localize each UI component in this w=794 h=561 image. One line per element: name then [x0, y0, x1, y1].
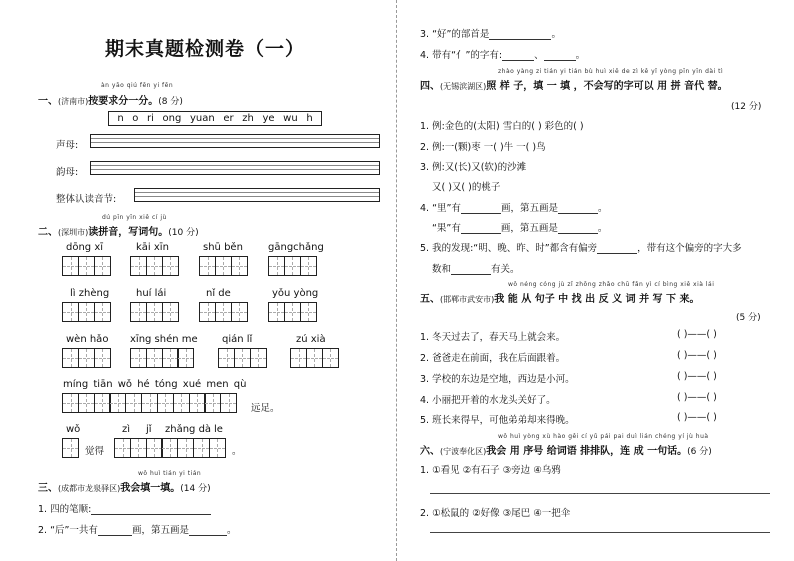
- s3-q3-blank[interactable]: [489, 30, 551, 40]
- pinyin-qianli: qián lǐ: [222, 334, 253, 345]
- letter-item: er: [223, 113, 234, 124]
- s4-q5-blank-1[interactable]: [597, 244, 637, 254]
- s3-points: (14 分): [180, 484, 211, 494]
- letter-box: [108, 111, 322, 126]
- s3-q4-blank-2[interactable]: [544, 51, 576, 61]
- s6-q1-answer-line[interactable]: [430, 493, 770, 494]
- s4-heading: [420, 77, 728, 92]
- s4-q4-text-b: 画，第五画是: [500, 203, 558, 214]
- pinyin-le: le: [214, 424, 223, 435]
- pinyin-lizheng: lì zhèng: [70, 288, 110, 299]
- s5-item-2: 2. 爸爸走在前面，我在后面跟着。: [420, 353, 566, 364]
- s3-label: 三、: [38, 483, 58, 494]
- s5-points: (5 分): [736, 313, 761, 323]
- initials-answer-line[interactable]: [90, 134, 380, 148]
- pinyin-gangchang: gāngchǎng: [268, 242, 324, 253]
- pinyin-youyong: yǒu yòng: [272, 288, 319, 299]
- s2-points: (10 分): [168, 228, 199, 238]
- s3-q2-blank-1[interactable]: [98, 526, 132, 536]
- s5-item-3: 3. 学校的东边是空地，西边是小河。: [420, 374, 575, 385]
- s5-pair-4[interactable]: ( )——( ): [677, 392, 717, 403]
- whole-syllable-label: 整体认读音节:: [56, 194, 117, 205]
- s4-q4-blank-1[interactable]: [461, 204, 501, 214]
- s4-pinyin: zhào yàng zi tián yi tián bù huì xiě de zì kě yǐ yòng pīn yīn dài tì: [498, 68, 724, 75]
- s2-source: (深圳市): [58, 228, 89, 237]
- finals-answer-line[interactable]: [90, 161, 380, 175]
- pinyin-xingshenme: xīng shén me: [130, 334, 198, 345]
- s6-q2-answer-line[interactable]: [430, 532, 770, 533]
- grid-shuben[interactable]: [199, 256, 246, 276]
- whole-syllable-answer-line[interactable]: [134, 188, 380, 202]
- grid-lizheng[interactable]: [62, 302, 109, 322]
- s6-heading: [420, 442, 712, 457]
- pinyin-zuxia: zú xià: [296, 334, 326, 345]
- s5-item-4: 4. 小丽把开着的水龙头关好了。: [420, 395, 556, 406]
- letter-item: h: [306, 113, 313, 124]
- grid-xingshenme[interactable]: [130, 348, 193, 368]
- s5-pair-5[interactable]: ( )——( ): [677, 412, 717, 423]
- s4-q4-line2: [432, 220, 607, 234]
- pinyin-ji: jǐ: [146, 424, 152, 435]
- s1-points: (8 分): [158, 97, 183, 107]
- s4-q5-line2: [432, 261, 520, 275]
- pinyin-sentence-1: míng tiān wǒ hé tóng xué men qù: [63, 379, 247, 390]
- s4-text: 照 样 子，填 一 填 ，不会写的字可以 用 拼 音代 替。: [486, 81, 728, 92]
- s5-item-5: 5. 班长来得早，可他弟弟却来得晚。: [420, 415, 575, 426]
- grid-wo[interactable]: [62, 438, 78, 458]
- letter-item: wu: [283, 113, 298, 124]
- pinyin-shuben: shū běn: [203, 242, 243, 253]
- s4-q5-text-c: 数和: [432, 264, 452, 275]
- letter-item: yuan: [189, 113, 215, 124]
- grid-wenhao[interactable]: [62, 348, 109, 368]
- initials-label: 声母:: [56, 140, 79, 151]
- s4-source: (无锡滨湖区): [440, 82, 487, 91]
- grid-qianli[interactable]: [218, 348, 265, 368]
- s6-label: 六、: [420, 446, 440, 457]
- s4-q2: 2. 例:一(颗)枣 一( )牛 一( )鸟: [420, 142, 546, 153]
- s4-q5-text-b: ，带有这个偏旁的字大多: [637, 243, 742, 254]
- grid-zijizhangdale[interactable]: [114, 438, 225, 458]
- s3-q2-text-c: 。: [226, 525, 237, 536]
- letter-item: o: [132, 113, 139, 124]
- letter-item: zh: [242, 113, 254, 124]
- finals-label: 韵母:: [56, 167, 79, 178]
- s3-source: (成都市龙泉驿区): [58, 484, 121, 493]
- page-title: 期末真题检测卷（一）: [105, 38, 306, 60]
- s4-q5-text-d: 有关。: [491, 264, 520, 275]
- s3-q2-text-b: 画，第五画是: [131, 525, 189, 536]
- s6-q2: 2. ①松鼠的 ②好像 ③尾巴 ④一把伞: [420, 508, 571, 519]
- s4-q4-blank-4[interactable]: [558, 224, 598, 234]
- s3-q1: [38, 501, 211, 515]
- pinyin-wenhao: wèn hǎo: [66, 334, 109, 345]
- sentence-2-tail: 。: [232, 446, 242, 457]
- s4-q3: 3. 例:又(长)又(软)的沙滩: [420, 162, 527, 173]
- grid-gangchang[interactable]: [268, 256, 315, 276]
- letter-item: n: [117, 113, 124, 124]
- pinyin-kaixin: kāi xīn: [136, 242, 169, 253]
- s4-q4-line1: [420, 200, 607, 214]
- grid-zuxia[interactable]: [290, 348, 337, 368]
- s5-pair-2[interactable]: ( )——( ): [677, 350, 717, 361]
- letter-item: ri: [147, 113, 154, 124]
- s1-source: (济南市): [58, 97, 89, 106]
- fold-divider: [396, 0, 397, 561]
- s6-source: (宁波奉化区): [440, 447, 487, 456]
- pinyin-zi: zì: [122, 424, 131, 435]
- pinyin-huilai: huí lái: [136, 288, 167, 299]
- s4-q3b: 又( )又( )的桃子: [432, 182, 501, 193]
- s3-heading: [38, 479, 211, 494]
- s5-item-1: 1. 冬天过去了，春天马上就会来。: [420, 332, 566, 343]
- s3-q2: [38, 522, 236, 536]
- s5-text: 我 能 从 句子 中 找 出 反 义 词 并 写 下 来。: [494, 294, 700, 305]
- s5-source: (邯郸市武安市): [440, 295, 495, 304]
- s4-q4-text-c: 。: [597, 203, 608, 214]
- s3-q4-blank-1[interactable]: [502, 51, 534, 61]
- s4-q4-text-b2: 画，第五画是: [500, 223, 558, 234]
- s3-q1-text: 1. 四的笔顺:: [38, 504, 92, 515]
- s3-q4: [420, 47, 585, 61]
- grid-dongxi[interactable]: [62, 256, 109, 276]
- s3-q3: [420, 26, 561, 40]
- s5-label: 五、: [420, 294, 440, 305]
- s2-label: 二、: [38, 227, 58, 238]
- grid-nide[interactable]: [199, 302, 246, 322]
- grid-sentence-1[interactable]: [62, 393, 236, 413]
- pinyin-wo: wǒ: [66, 424, 81, 435]
- s5-pair-3[interactable]: ( )——( ): [677, 371, 717, 382]
- grid-huilai[interactable]: [130, 302, 177, 322]
- word-juede: 觉得: [85, 446, 105, 457]
- grid-kaixin[interactable]: [130, 256, 177, 276]
- s1-heading: [38, 92, 183, 107]
- s3-q4-text: 4. 带有“亻”的字有:: [420, 50, 503, 61]
- s4-q4-text-d: “果”有: [432, 223, 461, 234]
- s3-q2-text-a: 2. “后”一共有: [38, 525, 98, 536]
- s3-q1-blank[interactable]: [91, 505, 211, 515]
- grid-youyong[interactable]: [268, 302, 315, 322]
- s3-q3-end: 。: [551, 29, 561, 40]
- s3-q4-sep: 、: [534, 50, 544, 61]
- s4-q5-line1: [420, 240, 742, 254]
- s2-pinyin: dú pīn yīn xiě cí jù: [102, 214, 167, 221]
- s3-pinyin: wǒ huì tián yi tián: [138, 470, 202, 477]
- pinyin-nide: nǐ de: [206, 288, 231, 299]
- s4-points: (12 分): [731, 102, 762, 112]
- s1-pinyin: àn yāo qiú fēn yi fēn: [101, 82, 174, 89]
- s4-q1: 1. 例:金色的(太阳) 雪白的( ) 彩色的( ): [420, 121, 584, 132]
- letter-item: ye: [262, 113, 275, 124]
- s5-pair-1[interactable]: ( )——( ): [677, 329, 717, 340]
- s4-q4-text-c2: 。: [597, 223, 608, 234]
- s3-q3-text: 3. “好”的部首是: [420, 29, 490, 40]
- s6-text: 我会 用 序号 给词语 排排队，连 成 一句话。: [486, 446, 688, 457]
- s3-text: 我会填一填。: [120, 483, 181, 494]
- s4-q4-text-a: 4. “里”有: [420, 203, 461, 214]
- s1-text: 按要求分一分。: [88, 96, 159, 107]
- s4-q5-blank-2[interactable]: [451, 265, 491, 275]
- s3-q2-blank-2[interactable]: [189, 526, 227, 536]
- s6-q1: 1. ①看见 ②有石子 ③旁边 ④乌鸦: [420, 465, 561, 476]
- s4-q5-text-a: 5. 我的发现:“明、晚、昨、时”都含有偏旁: [420, 243, 598, 254]
- s6-points: (6 分): [687, 447, 712, 457]
- s2-text: 读拼音，写词句。: [88, 227, 169, 238]
- s5-pinyin: wǒ néng cóng jù zǐ zhōng zhǎo chū fǎn yì cí bìng xiě xià lái: [508, 281, 715, 288]
- s4-label: 四、: [420, 81, 440, 92]
- sentence-1-tail: 远足。: [251, 403, 280, 414]
- s6-pinyin: wǒ huì yòng xù hào gěi cí yǔ pái pai duì lián chéng yí jù huà: [498, 433, 709, 440]
- s5-heading: [420, 290, 700, 305]
- s2-heading: [38, 223, 199, 238]
- pinyin-dongxi: dōng xī: [66, 242, 104, 253]
- s3-q4-end: 。: [575, 50, 586, 61]
- s4-q4-blank-3[interactable]: [461, 224, 501, 234]
- s4-q4-blank-2[interactable]: [558, 204, 598, 214]
- letter-item: ong: [162, 113, 182, 124]
- pinyin-zhangda: zhǎng dà: [165, 424, 212, 435]
- s1-label: 一、: [38, 96, 58, 107]
